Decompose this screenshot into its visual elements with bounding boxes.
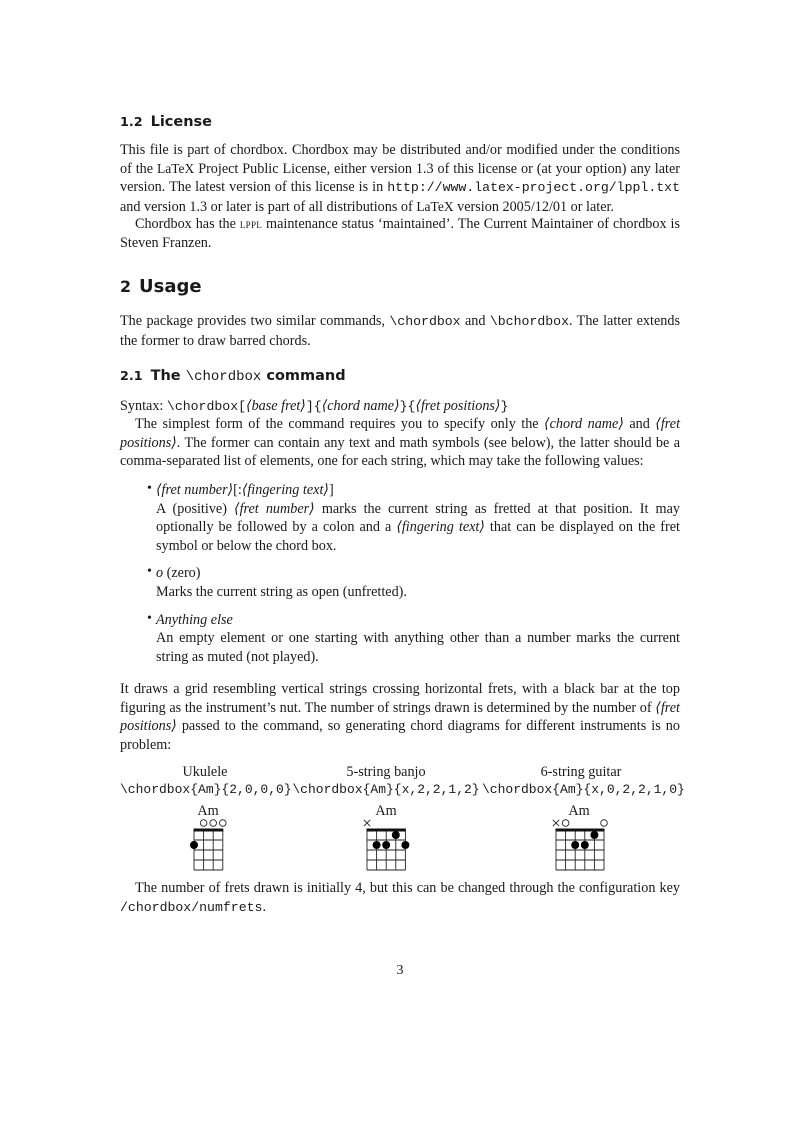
usage-paragraph: The package provides two similar commands, \chordbox and \bchordbox. The latter extends the former to draw barred chords. [120, 313, 680, 349]
open-string-icon [601, 820, 608, 827]
section-title: Usage [139, 276, 202, 297]
example-command: \chordbox{Am}{x,2,2,1,2} [292, 782, 480, 797]
code-chordbox: \chordbox [389, 314, 461, 329]
section-heading-license [120, 114, 212, 130]
chordbox-paragraph-2: It draws a grid resembling vertical strings crossing horizontal frets, with a black bar at the top figuring as the instrument’s nut. The number of strings drawn is determined by the number of ⟨fret positions⟩ passed to the command, so generating chord diagrams for different instruments is no problem: [120, 681, 680, 753]
instrument-label: 5-string banjo [346, 764, 426, 780]
fret-dot [392, 831, 400, 839]
open-string-icon [210, 820, 217, 827]
chord-diagram-banjo [359, 816, 413, 874]
values-list [120, 481, 680, 666]
chordbox-paragraph-3: The number of frets drawn is initially 4, but this can be changed through the configuration key /chordbox/numfrets. [120, 880, 680, 915]
chord-name-banjo: Am [375, 803, 397, 819]
example-banjo [290, 763, 482, 799]
page-number: 3 [396, 963, 404, 978]
section-number: 2.1 [120, 369, 143, 384]
fret-dot [382, 841, 390, 849]
chord-diagram-ukulele [186, 816, 231, 874]
fret-dot [590, 831, 598, 839]
syntax-line: Syntax: \chordbox[⟨base fret⟩]{⟨chord name⟩}{⟨fret positions⟩} [120, 398, 509, 414]
fret-dot [581, 841, 589, 849]
fret-dot [401, 841, 409, 849]
open-string-icon [200, 820, 207, 827]
license-paragraph-2: Chordbox has the lppl maintenance status ‘maintained’. The Current Maintainer of chordbox is Steven Franzen. [120, 216, 680, 251]
nut-bar [194, 829, 224, 832]
nut-bar [556, 829, 605, 832]
open-string-icon [562, 820, 569, 827]
bullet-icon: • [147, 610, 152, 626]
license-paragraph-1: This file is part of chordbox. Chordbox may be distributed and/or modified under the conditions of the LaTeX Project Public License, either version 1.3 of this license or (at your option) any later version. The latest version of this license is in http://www.latex-project.org/lppl.txt and version 1.3 or later is part of all distributions of LaTeX version 2005/12/01 or later. [120, 142, 680, 215]
section-title: License [150, 114, 213, 130]
config-key: /chordbox/numfrets [120, 899, 263, 915]
nut-bar [367, 829, 406, 832]
code-chordbox: \chordbox [185, 369, 262, 385]
instrument-label: 6-string guitar [540, 764, 622, 780]
chord-diagram-guitar [548, 816, 612, 874]
example-command: \chordbox{Am}{x,0,2,2,1,0} [482, 782, 685, 797]
fret-dot [571, 841, 579, 849]
code-bchordbox: \bchordbox [489, 314, 569, 329]
subsection-heading-chordbox-command: 2.1 The \chordbox command [120, 368, 346, 385]
open-string-icon [220, 820, 227, 827]
latex-logo: LaTeX [416, 198, 454, 214]
list-item: • ⟨fret number⟩[:⟨fingering text⟩] A (positive) ⟨fret number⟩ marks the current string as fretted at that position. It may optionally be followed by a colon and a ⟨fingering text⟩ that can be displayed on the fret symbol or below the chord box. [147, 481, 680, 554]
bullet-icon: • [147, 481, 152, 496]
bullet-icon: • [147, 564, 152, 580]
section-number: 1.2 [120, 115, 143, 130]
license-url: http://www.latex-project.org/lppl.txt [387, 180, 680, 196]
example-ukulele [120, 763, 290, 799]
chordbox-paragraph-1: The simplest form of the command requires you to specify only the ⟨chord name⟩ and ⟨fret positions⟩. The former can contain any text and math symbols (see below), the latter should be a comma-separated list of elements, one for each string, which may take the following values: [120, 416, 681, 470]
section-heading-usage [120, 276, 202, 297]
section-number: 2 [120, 277, 132, 296]
chord-name-guitar: Am [568, 803, 590, 819]
chord-name-ukulele: Am [197, 803, 219, 819]
example-guitar [482, 763, 685, 799]
list-item: • o (zero) Marks the current string as open (unfretted). [147, 564, 407, 600]
instrument-label: Ukulele [182, 764, 228, 780]
fret-dot [190, 841, 198, 849]
fret-dot [373, 841, 381, 849]
latex-logo: LaTeX [156, 160, 195, 176]
lppl-abbrev: lppl [239, 217, 263, 231]
example-command: \chordbox{Am}{2,0,0,0} [120, 782, 292, 797]
list-item: • Anything else An empty element or one starting with anything other than a number marks the current string as muted (not played). [147, 610, 680, 665]
